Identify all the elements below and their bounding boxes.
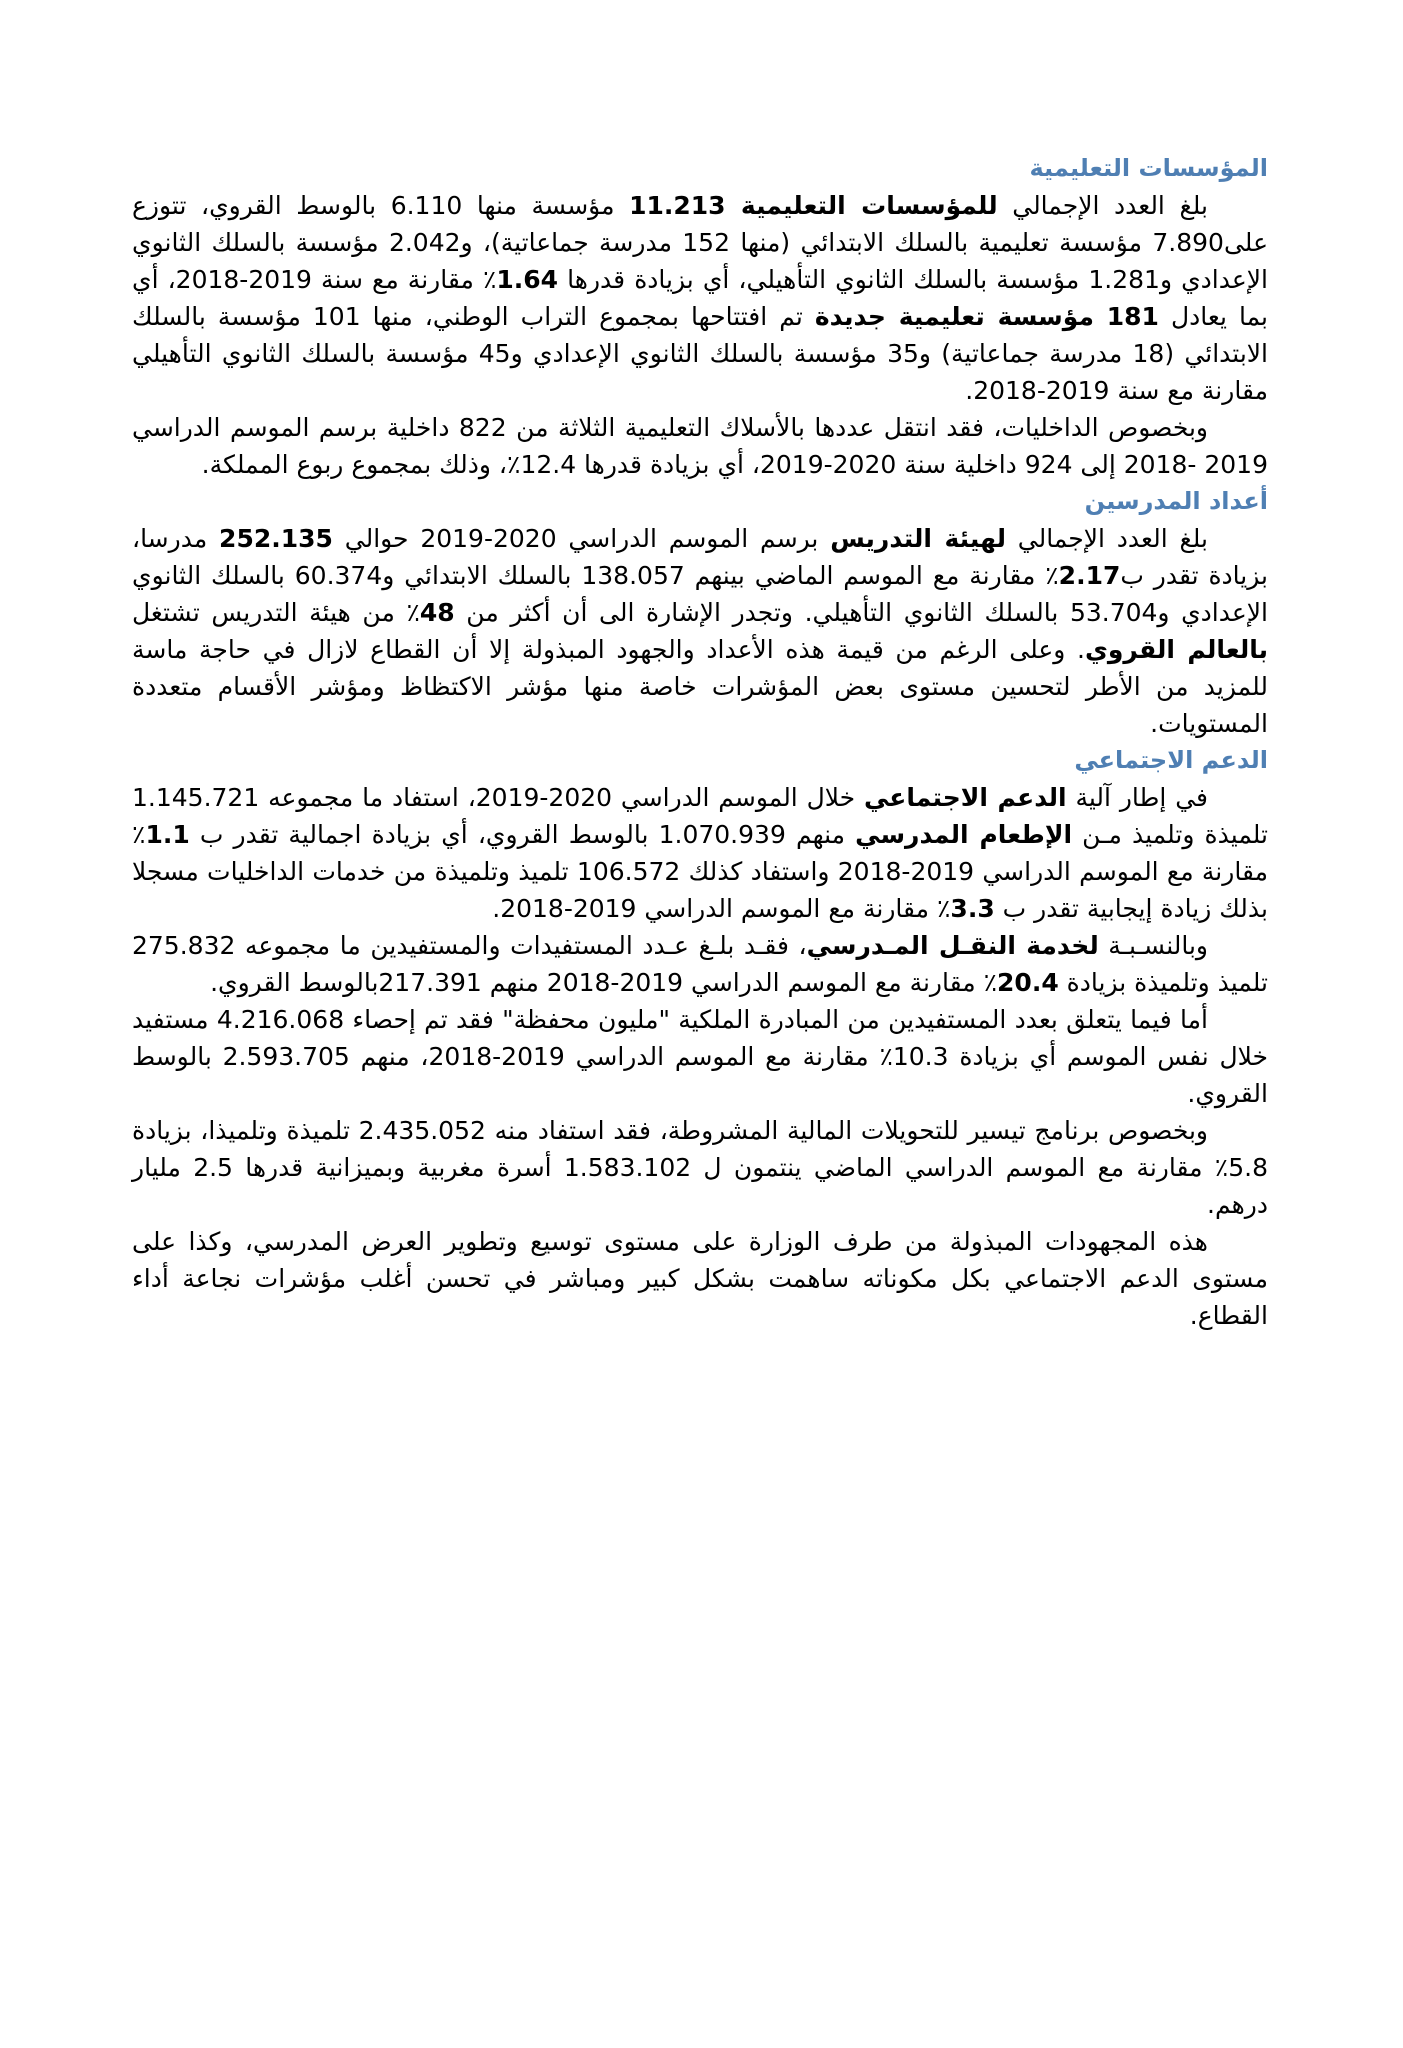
body-paragraph	[132, 1223, 1268, 1334]
text-run: وبخصوص برنامج تيسير للتحويلات المالية المشروطة، فقد استفاد منه 2.435.052 تلميذة وتلميذا، بزيادة 5.8٪ مقارنة مع الموسم الدراسي الماضي ينتمون ل 1.583.102 أسرة مغربية وبميزانية قدرها 2.5 مليار درهم.	[132, 1116, 1268, 1219]
bold-text-run: لخدمة النقـل المـدرسي	[806, 931, 1099, 960]
text-run: وبالنسـبـة	[1098, 931, 1208, 960]
section-heading: أعداد المدرسين	[1084, 487, 1268, 515]
bold-text-run: 20.4	[997, 968, 1059, 997]
body-paragraph	[132, 927, 1268, 1001]
bold-text-run: 181 مؤسسة تعليمية جديدة	[814, 302, 1159, 331]
text-run: بلغ العدد الإجمالي	[997, 191, 1209, 220]
text-run: ٪ مقارنة مع الموسم الدراسي 2019-2018 منهم 217.391بالوسط القروي.	[210, 968, 998, 997]
bold-text-run: 1.64	[496, 265, 559, 294]
text-run: ٪ مقارنة مع سنة 2019-2018، أي بما يعادل	[132, 265, 1268, 331]
bold-text-run: 48	[419, 598, 455, 627]
bold-text-run: لهيئة التدريس	[830, 524, 1006, 553]
text-run: . وعلى الرغم من قيمة هذه الأعداد والجهود المبذولة إلا أن القطاع لازال في حاجة ماسة للمزيد من الأطر لتحسين مستوى بعض المؤشرات خاصة منها مؤشر الاكتظاظ ومؤشر الأقسام متعددة المستويات.	[132, 635, 1268, 738]
text-run: ٪ مقارنة مع الموسم الدراسي 2019-2018 واستفاد كذلك 106.572 تلميذ وتلميذة من خدمات الداخليات مسجلا بذلك زيادة إيجابية تقدر ب	[132, 820, 1268, 923]
text-run: تم افتتاحها بمجموع التراب الوطني، منها 101 مؤسسة بالسلك الابتدائي (18 مدرسة جماعاتية) و35 مؤسسة بالسلك الثانوي الإعدادي و45 مؤسسة بالسلك الثانوي التأهيلي مقارنة مع سنة 2019-2018.	[132, 302, 1268, 405]
text-run: منهم 1.070.939 بالوسط القروي، أي بزيادة اجمالية تقدر ب	[189, 820, 856, 849]
bold-text-run: 252.135	[219, 524, 333, 553]
bold-text-run: 3.3	[950, 894, 995, 923]
bold-text-run: 2.17	[1058, 561, 1121, 590]
document-page	[132, 150, 1268, 1334]
text-run: أما فيما يتعلق بعدد المستفيدين من المبادرة الملكية "مليون محفظة" فقد تم إحصاء 4.216.068 مستفيد خلال نفس الموسم أي بزيادة 10.3٪ مقارنة مع الموسم الدراسي 2019-2018، منهم 2.593.705 بالوسط القروي.	[132, 1005, 1269, 1108]
text-run: بلغ العدد الإجمالي	[1005, 524, 1209, 553]
bold-text-run: 1.1	[145, 820, 190, 849]
bold-text-run: الإطعام المدرسي	[855, 820, 1073, 849]
bold-text-run: بالعالم القروي	[1084, 635, 1268, 664]
text-run: ٪ مقارنة مع الموسم الدراسي 2019-2018.	[492, 894, 951, 923]
text-run: مدرسا، بزيادة تقدر ب	[132, 524, 1269, 590]
body-paragraph	[132, 409, 1268, 483]
text-run: ٪ مقارنة مع الموسم الماضي بينهم 138.057 بالسلك الابتدائي و60.374 بالسلك الثانوي الإعدادي و53.704 بالسلك الثانوي التأهيلي. وتجدر الإشارة الى أن أكثر من	[132, 561, 1268, 627]
body-paragraph	[132, 1001, 1268, 1112]
body-paragraph	[132, 187, 1268, 409]
text-run: وبخصوص الداخليات، فقد انتقل عددها بالأسلاك التعليمية الثلاثة من 822 داخلية برسم الموسم الدراسي 2019 -2018 إلى 924 داخلية سنة 2020-2019، أي بزيادة قدرها 12.4٪، وذلك بمجموع ربوع المملكة.	[132, 413, 1268, 479]
text-run: في إطار آلية	[1066, 783, 1209, 812]
body-paragraph	[132, 779, 1268, 927]
bold-text-run: الدعم الاجتماعي	[864, 783, 1067, 812]
bold-text-run: للمؤسسات التعليمية 11.213	[629, 191, 998, 220]
text-run: خلال الموسم الدراسي 2020-2019، استفاد ما مجموعه 1.145.721 تلميذة وتلميذ مـن	[132, 783, 1269, 849]
section-heading: الدعم الاجتماعي	[1074, 746, 1268, 774]
text-run: برسم الموسم الدراسي 2020-2019 حوالي	[332, 524, 831, 553]
section-heading: المؤسسات التعليمية	[1029, 154, 1268, 182]
text-run: ، فقـد بلـغ عـدد المستفيدات والمستفيدين ما مجموعه 275.832 تلميذ وتلميذة بزيادة	[132, 931, 1268, 997]
text-run: ٪ من هيئة التدريس تشتغل	[132, 598, 420, 627]
text-run: هذه المجهودات المبذولة من طرف الوزارة على مستوى توسيع وتطوير العرض المدرسي، وكذا على مستوى الدعم الاجتماعي بكل مكوناته ساهمت بشكل كبير ومباشر في تحسن أغلب مؤشرات نجاعة أداء القطاع.	[132, 1227, 1268, 1330]
text-run: مؤسسة منها 6.110 بالوسط القروي، تتوزع على7.890 مؤسسة تعليمية بالسلك الابتدائي (منها 152 مدرسة جماعاتية)، و2.042 مؤسسة بالسلك الثانوي الإعدادي و1.281 مؤسسة بالسلك الثانوي التأهيلي، أي بزيادة قدرها	[132, 191, 1268, 294]
body-paragraph	[132, 1112, 1268, 1223]
body-paragraph	[132, 520, 1268, 742]
